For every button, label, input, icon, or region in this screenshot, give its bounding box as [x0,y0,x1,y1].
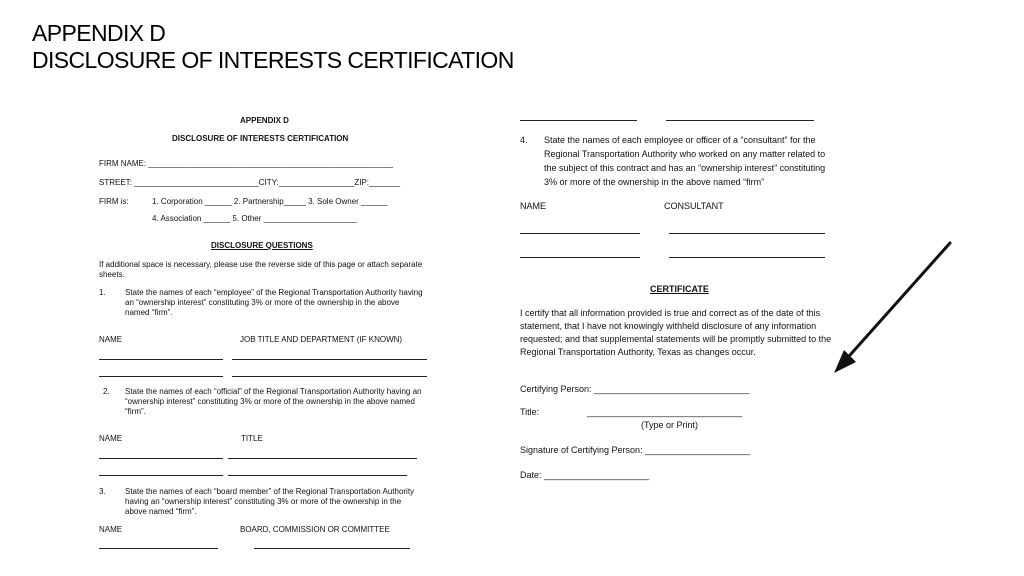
q1-number: 1. [99,288,106,297]
q2-name-column: NAME [99,434,123,443]
q3-name-column: NAME [99,525,123,534]
q4-name-blank-1 [520,233,640,234]
date-field: Date: _____________________ [520,470,650,480]
q2-name-blank-2 [99,475,223,476]
disclosure-heading: DISCLOSURE OF INTERESTS CERTIFICATION [172,134,349,143]
firm-is-label: FIRM is: [99,197,129,206]
slide-title [32,20,514,74]
q3-text: State the names of each “board member” of the Regional Transportation Authority having an “ownership interest” constituting 3% or more of the ownership in the above named “firm”. [125,487,415,516]
slide-title-line-2: DISCLOSURE OF INTERESTS CERTIFICATION [32,47,514,73]
q4-consultant-blank-2 [669,257,825,258]
certificate-heading: CERTIFICATE [650,284,709,294]
q4-text: State the names of each employee or officer of a “consultant” for the Regional Transportation Authority who worked on any matter related to the subject of this contract and has an “ownership interest” constituting 3% or more of the ownership in the above named “firm” [544,135,826,187]
q1-title-blank-2 [232,376,427,377]
street-city-zip-field: STREET: ____________________________CITY:_________________ZIP:_______ [99,178,401,187]
q4-consultant-column: CONSULTANT [664,201,724,211]
top-blank-right [666,120,814,121]
q2-name-blank-1 [99,458,223,459]
title-blank: _______________________________ [587,407,743,417]
q3-board-column: BOARD, COMMISSION OR COMMITTEE [240,525,390,534]
q4-name-blank-2 [520,257,640,258]
appendix-heading: APPENDIX D [240,116,289,125]
firm-name-field: FIRM NAME: _______________________________________________________ [99,159,394,168]
q1-name-column: NAME [99,335,123,344]
q3-name-blank [99,548,218,549]
q2-title-blank-2 [228,475,407,476]
disclosure-questions-heading: DISCLOSURE QUESTIONS [211,241,313,250]
firm-types-row-2: 4. Association ______ 5. Other _____________________ [152,214,358,223]
q1-name-blank-1 [99,359,223,360]
q4-consultant-blank-1 [669,233,825,234]
q1-title-column: JOB TITLE AND DEPARTMENT (IF KNOWN) [240,335,403,344]
q1-name-blank-2 [99,376,223,377]
certifying-person-field: Certifying Person: _______________________________ [520,384,750,394]
certificate-statement: I certify that all information provided is true and correct as of the date of this statement, that I have not knowingly withheld disclosure of any information requested; and that supplemental statements will be promptly submitted to the Regional Transportation Authority, Texas as changes occur. [520,308,832,357]
title-label: Title: [520,407,540,417]
signature-field: Signature of Certifying Person: _____________________ [520,445,751,455]
q4-name-column: NAME [520,201,547,211]
q2-title-blank-1 [228,458,417,459]
pointer-arrow-icon [820,236,960,382]
type-or-print-note: (Type or Print) [641,420,699,430]
q3-number: 3. [99,487,106,496]
q4-number: 4. [520,135,528,145]
top-blank-left [520,120,637,121]
q1-title-blank-1 [232,359,427,360]
q2-text: State the names of each “official” of the Regional Transportation Authority having an “ownership interest” constituting 3% or more of the ownership in the above named “firm”. [125,387,422,416]
slide-title-line-1: APPENDIX D [32,20,166,46]
additional-space-note: If additional space is necessary, please use the reverse side of this page or attach separate sheets. [99,260,423,279]
q2-number: 2. [103,387,110,396]
firm-types-row-1: 1. Corporation ______ 2. Partnership_____ 3. Sole Owner ______ [152,197,388,206]
q2-title-column: TITLE [241,434,263,443]
q1-text: State the names of each “employee” of the Regional Transportation Authority having an “ownership interest” constituting 3% or more of the ownership in the above named “firm”. [125,288,423,317]
q3-board-blank [254,548,410,549]
